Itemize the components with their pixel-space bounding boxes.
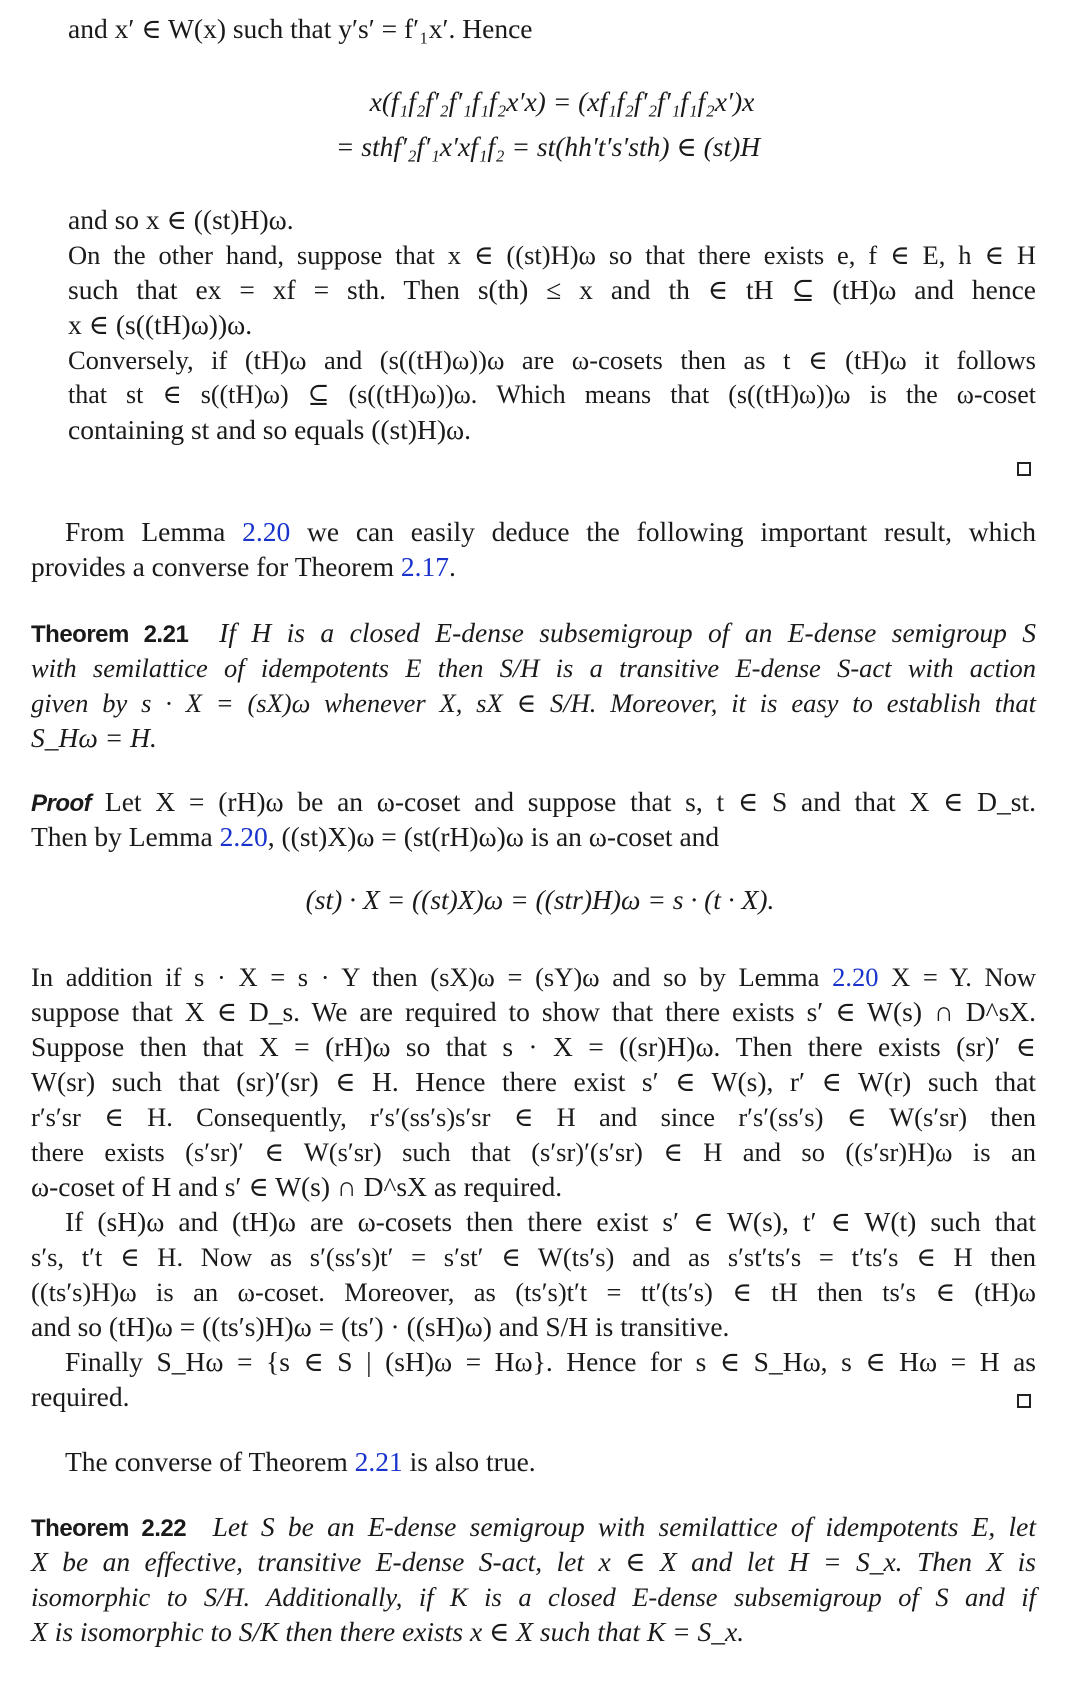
theorem-2-22: Theorem 2.22 Let S be an E-dense semigroup with semilattice of idempotents E, let [31, 1511, 1037, 1542]
text-line: On the other hand, suppose that x ∈ ((st)H)ω so that there exists e, f ∈ E, h ∈ H [68, 240, 1036, 270]
text-line: s′s, t′t ∈ H. Now as s′(ss′s)t′ = s′st′ ∈ W(ts′s) and as s′st′ts′s = t′ts′s ∈ H then [31, 1242, 1036, 1272]
proof-start: Proof Let X = (rH)ω be an ω-coset and suppose that s, t ∈ S and that X ∈ D_st. [31, 786, 1036, 817]
text-line [68, 12, 1036, 46]
text-line: S_Hω = H. [31, 722, 157, 753]
text-line: required. [31, 1381, 130, 1412]
text-line: The converse of Theorem 2.21 is also true. [65, 1446, 536, 1477]
text-line: suppose that X ∈ D_s. We are required to show that there exists s′ ∈ W(s) ∩ D^sX. [31, 996, 1036, 1027]
qed-symbol [1017, 1394, 1031, 1408]
text: and x′ ∈ W(x) such that y′s′ = f′₁x′. Hence [68, 13, 533, 44]
equation-line: x(f₁f₂f′₂f′₁f₁f₂x′x) = (xf₁f₂f′₂f′₁f₁f₂x′)x [369, 86, 755, 117]
display-equation [0, 85, 1080, 119]
text-line: given by s · X = (sX)ω whenever X, sX ∈ S/H. Moreover, it is easy to establish that [31, 688, 1036, 718]
theorem-2-21-link[interactable]: 2.21 [354, 1446, 403, 1477]
text-line: ((ts′s)H)ω is an ω-coset. Moreover, as (ts′s)t′t = tt′(ts′s) ∈ tH then ts′s ∈ (tH)ω [31, 1277, 1036, 1307]
text-line: containing st and so equals ((st)H)ω. [68, 414, 472, 445]
display-equation: (st) · X = ((st)X)ω = ((str)H)ω = s · (t · X). [305, 884, 775, 915]
text-line: Suppose then that X = (rH)ω so that s · X = ((sr)H)ω. Then there exists (sr)′ ∈ [31, 1031, 1036, 1062]
text-line: isomorphic to S/H. Additionally, if K is a closed E-dense subsemigroup of S and if [31, 1582, 1036, 1612]
text-line: there exists (s′sr)′ ∈ W(s′sr) such that (s′sr)′(s′sr) ∈ H and so ((s′sr)H)ω is an [31, 1137, 1036, 1167]
theorem-2-17-link[interactable]: 2.17 [400, 551, 449, 582]
lemma-2-20-link[interactable]: 2.20 [242, 516, 291, 547]
text-line: r′s′sr ∈ H. Consequently, r′s′(ss′s)s′sr ∈ H and since r′s′(ss′s) ∈ W(s′sr) then [31, 1102, 1036, 1132]
lemma-2-20-link[interactable]: 2.20 [832, 962, 879, 992]
theorem-2-21: Theorem 2.21 If H is a closed E-dense subsemigroup of an E-dense semigroup S [31, 617, 1037, 648]
theorem-heading: Theorem 2.22 [31, 1515, 187, 1542]
display-equation [0, 130, 1080, 164]
text-line: provides a converse for Theorem 2.17. [31, 551, 456, 582]
proof-heading: Proof [31, 790, 92, 817]
text-line: such that ex = xf = sth. Then s(th) ≤ x and th ∈ tH ⊆ (tH)ω and hence [68, 274, 1036, 305]
text-line: and so (tH)ω = ((ts′s)H)ω = (ts′) · ((sH)ω) and S/H is transitive. [31, 1311, 730, 1342]
text-line: X is isomorphic to S/K then there exists x ∈ X such that K = S_x. [31, 1616, 745, 1647]
text-line: From Lemma 2.20 we can easily deduce the following important result, which [65, 516, 1036, 547]
qed-symbol [1017, 462, 1031, 476]
lemma-2-20-link[interactable]: 2.20 [219, 821, 268, 852]
text-line: Finally S_Hω = {s ∈ S | (sH)ω = Hω}. Hence for s ∈ S_Hω, s ∈ Hω = H as [65, 1346, 1036, 1377]
text-line: Then by Lemma 2.20, ((st)X)ω = (st(rH)ω)ω is an ω-coset and [31, 821, 720, 852]
text-line: x ∈ (s((tH)ω))ω. [68, 309, 253, 340]
theorem-heading: Theorem 2.21 [31, 621, 189, 648]
text-line: W(sr) such that (sr)′(sr) ∈ H. Hence there exist s′ ∈ W(s), r′ ∈ W(r) such that [31, 1066, 1036, 1097]
text-line: X be an effective, transitive E-dense S-act, let x ∈ X and let H = S_x. Then X is [31, 1546, 1036, 1577]
text-line: In addition if s · X = s · Y then (sX)ω = (sY)ω and so by Lemma 2.20 X = Y. Now [31, 962, 1036, 992]
text-line: that st ∈ s((tH)ω) ⊆ (s((tH)ω))ω. Which means that (s((tH)ω))ω is the ω-coset [68, 380, 1036, 409]
equation-line: = sthf′₂f′₁x′xf₁f₂ = st(hh′t′s′sth) ∈ (st)H [335, 131, 761, 162]
text-line: Conversely, if (tH)ω and (s((tH)ω))ω are ω-cosets then as t ∈ (tH)ω it follows [68, 345, 1036, 375]
text-line: and so x ∈ ((st)H)ω. [68, 204, 294, 235]
text-line: with semilattice of idempotents E then S/H is a transitive E-dense S-act with action [31, 653, 1036, 683]
text-line: ω-coset of H and s′ ∈ W(s) ∩ D^sX as required. [31, 1171, 563, 1202]
text-line: If (sH)ω and (tH)ω are ω-cosets then there exist s′ ∈ W(s), t′ ∈ W(t) such that [65, 1206, 1036, 1237]
